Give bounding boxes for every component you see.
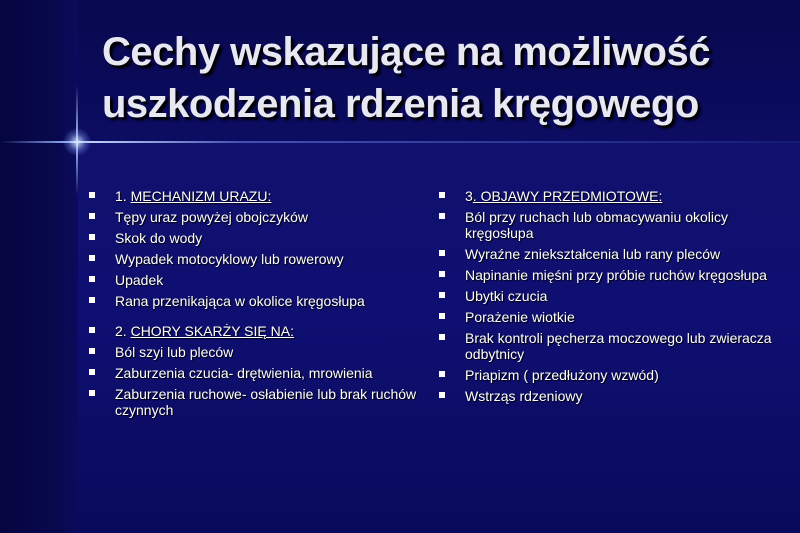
bullet-icon <box>89 369 95 375</box>
bullet-icon <box>89 327 95 333</box>
list-item-text: Rana przenikająca w okolice kręgosłupa <box>115 293 365 309</box>
list-item-text: Wyraźne zniekształcenia lub rany pleców <box>465 246 721 262</box>
bullet-icon <box>89 255 95 261</box>
left-band <box>0 0 78 533</box>
section-3-heading <box>438 188 788 204</box>
list-item <box>88 386 433 418</box>
section-1-number: 1. <box>115 188 131 204</box>
sparkle-glow <box>62 128 92 156</box>
list-item <box>88 272 433 288</box>
list-item <box>88 209 433 225</box>
list-item <box>88 344 433 360</box>
bullet-icon <box>89 297 95 303</box>
bullet-icon <box>439 250 445 256</box>
bullet-icon <box>439 371 445 377</box>
list-item-text: Skok do wody <box>115 230 203 246</box>
list-item <box>88 230 433 246</box>
list-item-text: Ubytki czucia <box>465 288 548 304</box>
list-item <box>88 251 433 267</box>
right-column <box>438 188 788 409</box>
section-1-title: MECHANIZM URAZU: <box>130 188 272 204</box>
bullet-icon <box>89 192 95 198</box>
list-item <box>438 267 788 283</box>
sparkle-horizontal-line <box>0 141 800 143</box>
list-item-text: Ból przy ruchach lub obmacywaniu okolicy kręgosłupa <box>465 209 729 241</box>
bullet-icon <box>89 213 95 219</box>
title-line-1: Cechy wskazujące na możliwość <box>102 30 710 74</box>
bullet-icon <box>89 276 95 282</box>
list-item-text: Zaburzenia czucia- drętwienia, mrowienia <box>115 365 373 381</box>
list-item <box>88 293 433 309</box>
list-item-text: Upadek <box>115 272 164 288</box>
bullet-icon <box>439 334 445 340</box>
list-item-text: Tępy uraz powyżej obojczyków <box>115 209 308 225</box>
bullet-icon <box>439 392 445 398</box>
list-item-text: Porażenie wiotkie <box>465 309 575 325</box>
list-item <box>438 388 788 404</box>
list-item-text: Napinanie mięśni przy próbie ruchów kręgosłupa <box>465 267 767 283</box>
list-item-text: Ból szyi lub pleców <box>115 344 234 360</box>
bullet-icon <box>439 213 445 219</box>
slide-title <box>102 26 782 130</box>
bullet-icon <box>439 271 445 277</box>
list-item-text: Wstrząs rdzeniowy <box>465 388 583 404</box>
list-item <box>438 209 788 241</box>
bullet-icon <box>89 390 95 396</box>
list-item <box>438 330 788 362</box>
section-3-title: . OBJAWY PRZEDMIOTOWE: <box>472 188 663 204</box>
list-item-text: Zaburzenia ruchowe- osłabienie lub brak ruchów czynnych <box>115 386 417 418</box>
section-1-heading <box>88 188 433 204</box>
bullet-icon <box>89 234 95 240</box>
title-line-2: uszkodzenia rdzenia kręgowego <box>102 82 699 126</box>
section-3-number: 3 <box>465 188 473 204</box>
list-item-text: Wypadek motocyklowy lub rowerowy <box>115 251 344 267</box>
section-2-title: CHORY SKARŻY SIĘ NA: <box>130 323 294 339</box>
bullet-icon <box>439 192 445 198</box>
section-2-number: 2. <box>115 323 131 339</box>
bullet-icon <box>439 313 445 319</box>
list-item <box>438 246 788 262</box>
bullet-icon <box>439 292 445 298</box>
bullet-icon <box>89 348 95 354</box>
list-item <box>438 367 788 383</box>
list-item-text: Brak kontroli pęcherza moczowego lub zwieracza odbytnicy <box>465 330 772 362</box>
list-item <box>438 288 788 304</box>
left-column <box>88 188 433 423</box>
list-item <box>88 365 433 381</box>
list-item <box>438 309 788 325</box>
section-2-heading <box>88 323 433 339</box>
list-item-text: Priapizm ( przedłużony wzwód) <box>465 367 659 383</box>
